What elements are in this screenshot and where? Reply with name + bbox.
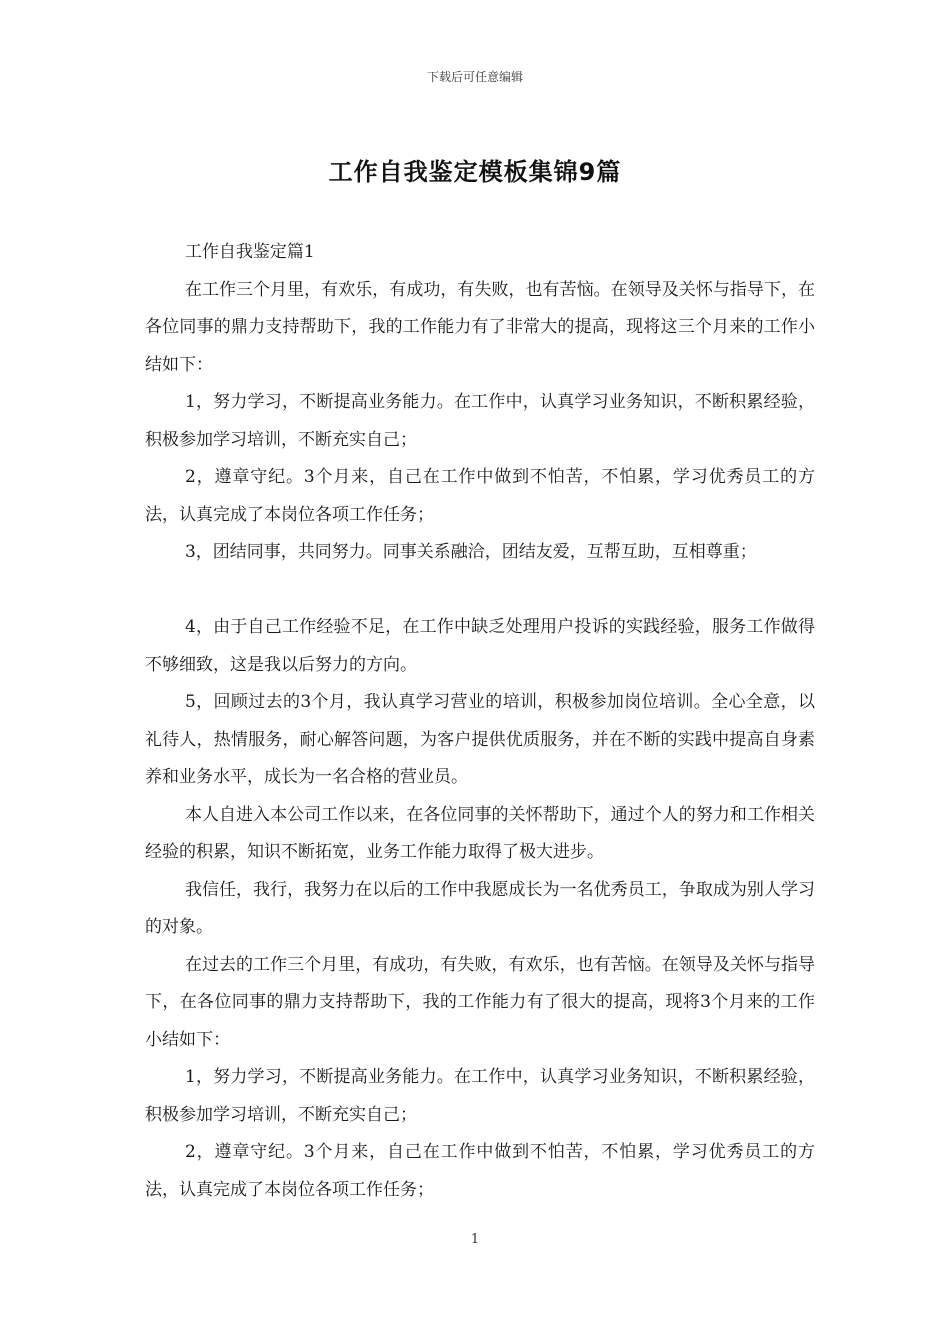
blank-line [145, 572, 815, 610]
paragraph: 4，由于自己工作经验不足，在工作中缺乏处理用户投诉的实践经验，服务工作做得不够细致，这是我以后努力的方向。 [145, 617, 815, 675]
paragraph: 1，努力学习，不断提高业务能力。在工作中，认真学习业务知识，不断积累经验，积极参加学习培训，不断充实自己； [145, 392, 815, 450]
paragraph: 2，遵章守纪。3个月来，自己在工作中做到不怕苦，不怕累，学习优秀员工的方法，认真完成了本岗位各项工作任务； [145, 467, 815, 525]
paragraph: 1，努力学习，不断提高业务能力。在工作中，认真学习业务知识，不断积累经验，积极参加学习培训，不断充实自己； [145, 1067, 815, 1125]
paragraph: 在工作三个月里，有欢乐，有成功，有失败，也有苦恼。在领导及关怀与指导下，在各位同事的鼎力支持帮助下，我的工作能力有了非常大的提高，现将这三个月来的工作小结如下： [145, 279, 815, 375]
paragraph: 在过去的工作三个月里，有成功，有失败，有欢乐，也有苦恼。在领导及关怀与指导下，在各位同事的鼎力支持帮助下，我的工作能力有了很大的提高，现将3个月来的工作小结如下： [145, 954, 815, 1050]
paragraph: 我信任，我行，我努力在以后的工作中我愿成长为一名优秀员工，争取成为别人学习的对象。 [145, 879, 815, 937]
header-note: 下载后可任意编辑 [426, 70, 523, 84]
paragraph: 本人自进入本公司工作以来，在各位同事的关怀帮助下，通过个人的努力和工作相关经验的积累，知识不断拓宽，业务工作能力取得了极大进步。 [145, 804, 815, 862]
document-title: 工作自我鉴定模板集锦9篇 [328, 158, 622, 186]
paragraph: 5，回顾过去的3个月，我认真学习营业的培训，积极参加岗位培训。全心全意，以礼待人，热情服务，耐心解答问题，为客户提供优质服务，并在不断的实践中提高自身素养和业务水平，成长为一名合格的营业员。 [145, 692, 815, 787]
page-number: 1 [470, 1232, 480, 1247]
paragraph: 3，团结同事，共同努力。同事关系融洽，团结友爱，互帮互助，互相尊重； [184, 542, 757, 562]
document-body [145, 234, 815, 1209]
section-heading: 工作自我鉴定篇1 [184, 242, 315, 262]
paragraph: 2，遵章守纪。3个月来，自己在工作中做到不怕苦，不怕累，学习优秀员工的方法，认真完成了本岗位各项工作任务； [145, 1142, 815, 1200]
